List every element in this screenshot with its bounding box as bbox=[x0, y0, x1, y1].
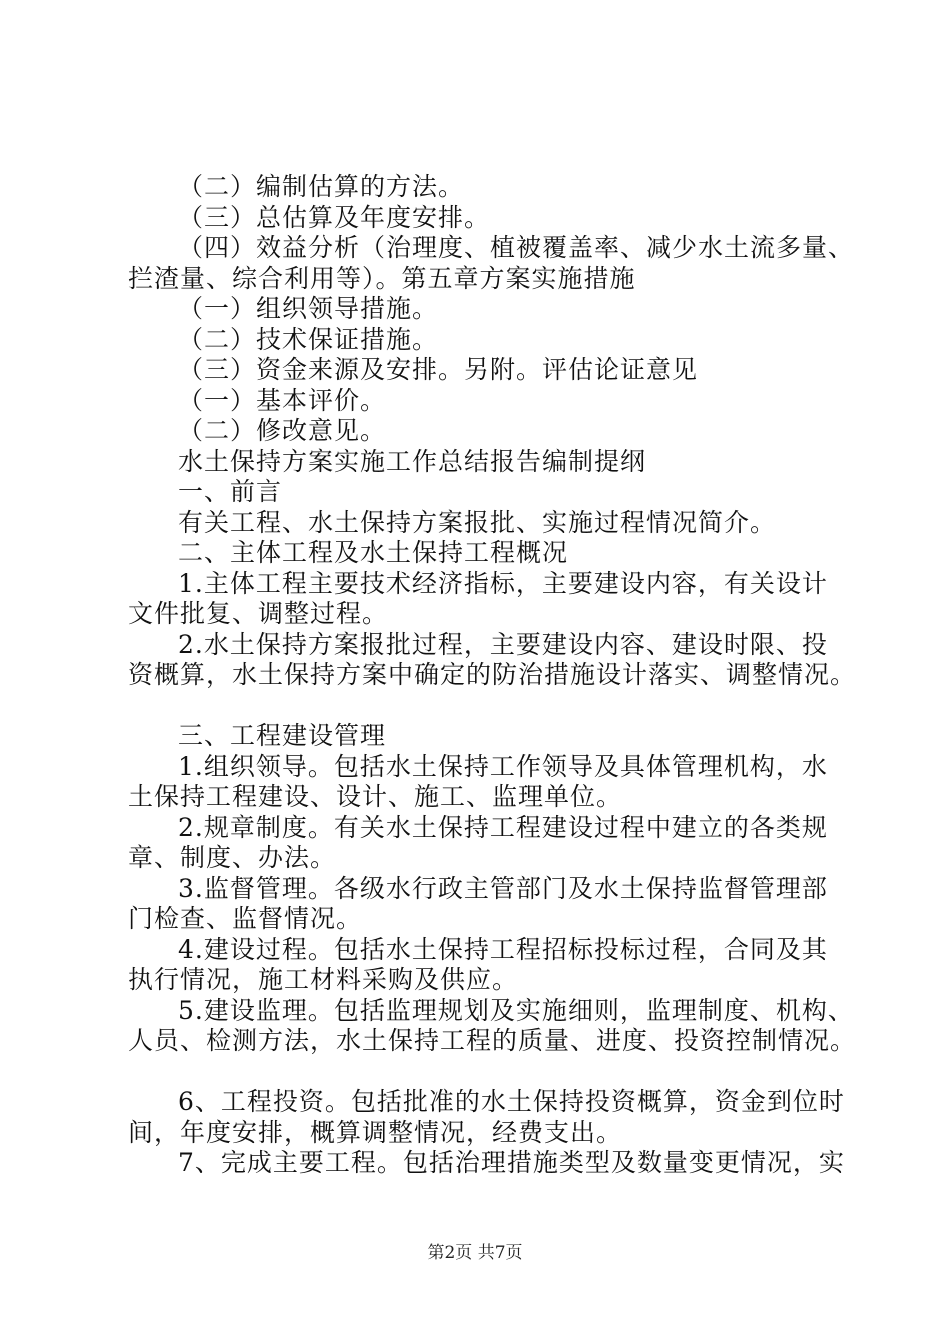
text-line: （二）技术保证措施。 bbox=[178, 324, 439, 354]
text-line: 有关工程、水土保持方案报批、实施过程情况简介。 bbox=[178, 507, 777, 537]
text-line: （三）总估算及年度安排。 bbox=[178, 202, 491, 232]
text-line: 人员、检测方法，水土保持工程的质量、进度、投资控制情况。 bbox=[128, 1026, 857, 1055]
paragraph-gap bbox=[128, 1057, 848, 1088]
text-line: 1.主体工程主要技术经济指标，主要建设内容，有关设计 bbox=[178, 568, 828, 598]
text-line: 3.监督管理。各级水行政主管部门及水土保持监督管理部 bbox=[178, 873, 828, 903]
text-line: （二）修改意见。 bbox=[178, 416, 387, 445]
text-line: （一）组织领导措施。 bbox=[178, 294, 439, 323]
section-heading: 二、主体工程及水土保持工程概况 bbox=[178, 538, 569, 567]
text-line: 文件批复、调整过程。 bbox=[128, 599, 389, 628]
text-line: （一）基本评价。 bbox=[178, 385, 387, 415]
text-line: 5.建设监理。包括监理规划及实施细则，监理制度、机构、 bbox=[178, 995, 854, 1025]
text-line: 土保持工程建设、设计、施工、监理单位。 bbox=[128, 782, 623, 811]
text-line: 6、工程投资。包括批准的水土保持投资概算，资金到位时 bbox=[178, 1087, 845, 1116]
text-line: 门检查、监督情况。 bbox=[128, 904, 363, 933]
text-line: （四）效益分析（治理度、植被覆盖率、减少水土流多量、 bbox=[178, 233, 855, 262]
text-line: （二）编制估算的方法。 bbox=[178, 172, 465, 201]
text-line: 执行情况，施工材料采购及供应。 bbox=[128, 965, 519, 994]
text-line: （三）资金来源及安排。另附。评估论证意见 bbox=[178, 355, 699, 384]
document-body bbox=[128, 172, 857, 1179]
text-line: 间，年度安排，概算调整情况，经费支出。 bbox=[128, 1117, 623, 1147]
text-line: 章、制度、办法。 bbox=[128, 843, 337, 872]
text-line: 拦渣量、综合利用等）。第五章方案实施措施 bbox=[128, 263, 636, 293]
paragraph-gap bbox=[128, 691, 848, 722]
text-line: 2.水土保持方案报批过程，主要建设内容、建设时限、投 bbox=[178, 629, 828, 659]
text-line: 资概算，水土保持方案中确定的防治措施设计落实、调整情况。 bbox=[128, 660, 857, 689]
text-line: 7、完成主要工程。包括治理措施类型及数量变更情况，实 bbox=[178, 1148, 845, 1177]
section-heading: 水土保持方案实施工作总结报告编制提纲 bbox=[178, 446, 647, 476]
text-line: 2.规章制度。有关水土保持工程建设过程中建立的各类规 bbox=[178, 812, 828, 842]
text-line: 4.建设过程。包括水土保持工程招标投标过程，合同及其 bbox=[178, 934, 828, 964]
text-line: 1.组织领导。包括水土保持工作领导及具体管理机构，水 bbox=[178, 751, 828, 781]
section-heading: 一、前言 bbox=[178, 477, 283, 506]
page-number-footer: 第2页 共7页 bbox=[427, 1243, 523, 1263]
section-heading: 三、工程建设管理 bbox=[178, 721, 387, 750]
